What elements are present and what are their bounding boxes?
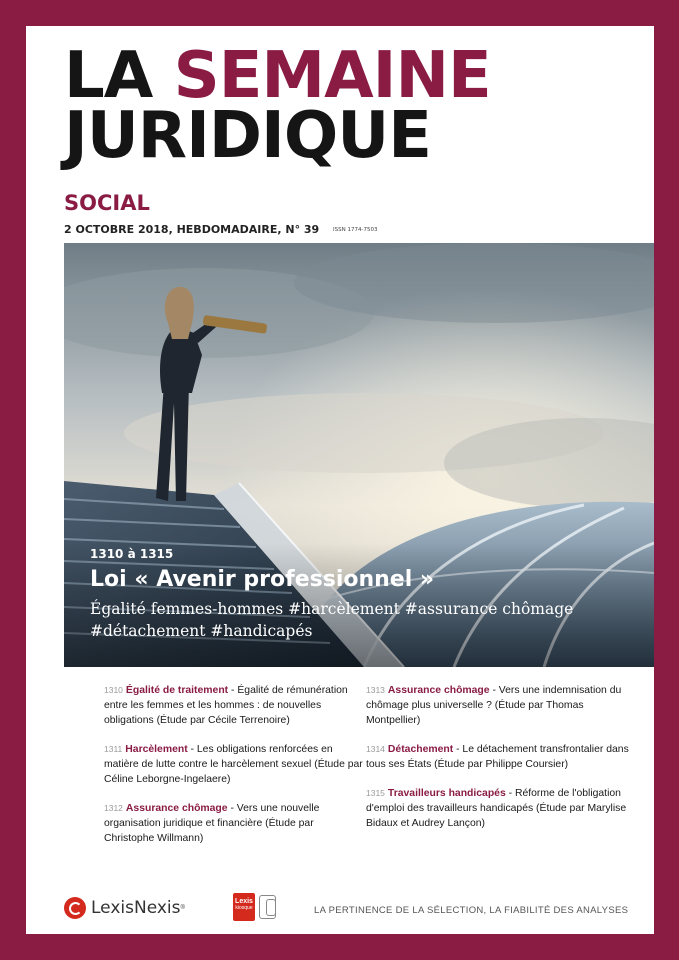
hero-image [64, 243, 654, 667]
phone-icon [266, 899, 276, 916]
article-description: - Vers une indemnisation du chômage plus universelle ? (Étude par Thomas Montpellier) [366, 685, 622, 726]
article-topic: Égalité de traitement [125, 685, 229, 696]
summary-right-column [366, 683, 636, 845]
hero-tags-line-1: Égalité femmes-hommes #harcèlement #assurance chômage [90, 600, 574, 618]
article-number: 1314 [366, 744, 385, 754]
kiosque-line-1: Lexis [235, 898, 253, 905]
article-number: 1315 [366, 788, 385, 798]
article-description: - Les obligations renforcées en matière de lutte contre le harcèlement sexuel (Étude par Céline Leborgne-Ingelaere) [104, 744, 363, 785]
summary-left-column [104, 683, 366, 860]
masthead [64, 39, 491, 173]
summary-entry[interactable] [104, 742, 366, 787]
hero-title: Loi « Avenir professionnel » [90, 567, 435, 592]
article-description: - Vers une nouvelle organisation juridique et financière (Étude par Christophe Willmann) [104, 803, 320, 844]
article-number: 1312 [104, 803, 123, 813]
article-number: 1313 [366, 685, 385, 695]
hero-tags-line-2: #détachement #handicapés [90, 622, 313, 640]
article-number: 1310 [104, 685, 123, 695]
issue-date: 2 OCTOBRE 2018, HEBDOMADAIRE, N° 39 [64, 223, 320, 236]
lexis-kiosque-badge[interactable] [233, 893, 255, 921]
footer-tagline: LA PERTINENCE DE LA SÉLECTION, LA FIABILITÉ DES ANALYSES [314, 905, 629, 916]
article-topic: Assurance chômage [387, 685, 490, 696]
title-line-1 [64, 39, 491, 113]
issue-line [64, 223, 378, 236]
footer [26, 891, 654, 931]
article-topic: Harcèlement [125, 744, 188, 755]
summary-entry[interactable] [366, 683, 636, 728]
hero-article-range: 1310 à 1315 [90, 547, 174, 561]
article-description: - Le détachement transfrontalier dans tous ses États (Étude par Philippe Coursier) [366, 744, 629, 770]
title-word-semaine: SEMAINE [173, 39, 491, 113]
article-topic: Assurance chômage [125, 803, 228, 814]
title-word-la: LA [64, 39, 153, 113]
article-topic: Détachement [387, 744, 454, 755]
article-description: - Réforme de l'obligation d'emploi des travailleurs handicapés (Étude par Marylise Bidaux et Audrey Lançon) [366, 788, 627, 829]
issn: ISSN 1774-7503 [333, 227, 378, 233]
kiosque-line-2: kiosque [235, 905, 253, 911]
cover-page [26, 26, 654, 934]
title-line-2: JURIDIQUE [64, 99, 431, 173]
article-description: - Égalité de rémunération entre les femmes et les hommes : de nouvelles obligations (Étude par Cécile Terrenoire) [104, 685, 348, 726]
section-label: SOCIAL [64, 191, 150, 215]
article-topic: Travailleurs handicapés [387, 788, 506, 799]
hero-tags [90, 598, 650, 642]
summary-entry[interactable] [104, 801, 366, 846]
summary-entry[interactable] [366, 786, 636, 831]
article-number: 1311 [104, 744, 123, 754]
brand-name: LexisNexis [91, 898, 181, 918]
summary-entry[interactable] [366, 742, 636, 772]
hero-text [90, 547, 650, 642]
lexisnexis-globe-icon [64, 897, 86, 919]
registered-mark: ® [180, 905, 185, 911]
summary-entry[interactable] [104, 683, 366, 728]
lexisnexis-logo[interactable] [64, 897, 185, 919]
